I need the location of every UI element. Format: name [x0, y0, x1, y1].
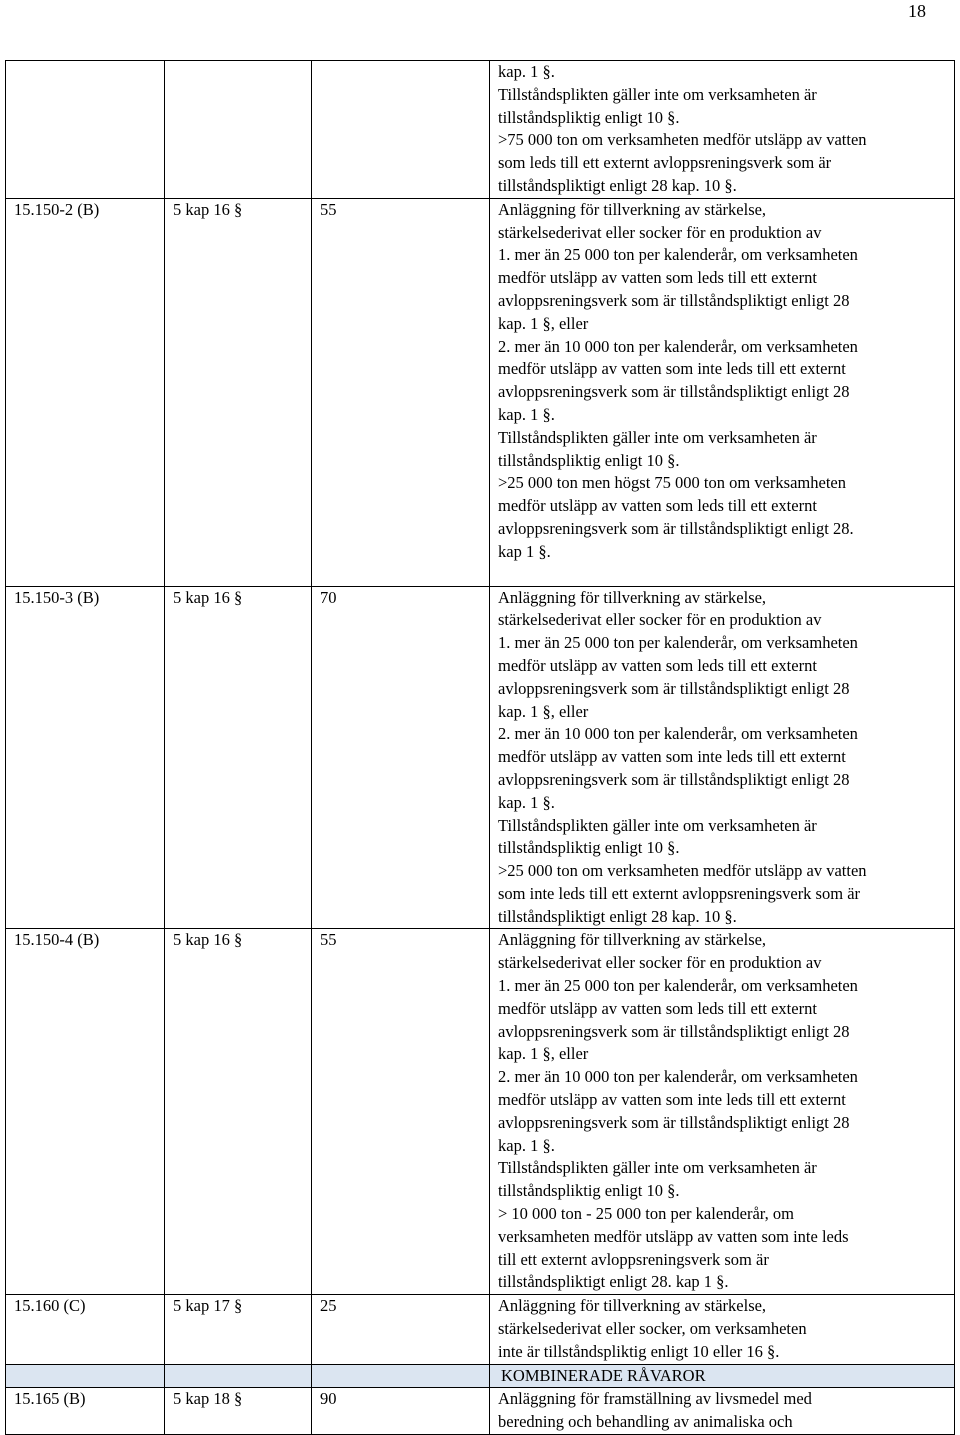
description-line: kap. 1 §.: [498, 792, 555, 812]
description-line: medför utsläpp av vatten som leds till ett externt: [498, 268, 817, 288]
description-line: kap. 1 §, eller: [498, 313, 589, 333]
description-line: kap. 1 §.: [498, 404, 555, 424]
description-line: medför utsläpp av vatten som leds till ett externt: [498, 655, 817, 675]
description-line: tillståndspliktig enligt 10 §.: [498, 1181, 680, 1201]
table-row: [6, 198, 955, 586]
activity-code: 15.165 (B): [6, 1388, 165, 1435]
description-line: >25 000 ton men högst 75 000 ton om verksamheten: [498, 473, 846, 493]
activity-description: [490, 586, 955, 929]
activity-code: [6, 61, 165, 199]
description-line: kap. 1 §.: [498, 62, 555, 81]
activity-description: [490, 198, 955, 586]
test-points: 55: [312, 198, 490, 586]
description-line: kap. 1 §.: [498, 1135, 555, 1155]
page-number: 18: [908, 1, 926, 21]
legal-reference: [165, 61, 312, 199]
legal-reference: 5 kap 17 §: [165, 1295, 312, 1364]
heading-empty-cell: [6, 1364, 165, 1388]
test-points: 55: [312, 929, 490, 1295]
activity-description: [490, 1295, 955, 1364]
description-line: avloppsreningsverk som är tillståndspliktigt enligt 28.: [498, 518, 854, 538]
legal-reference: 5 kap 16 §: [165, 586, 312, 929]
description-line: 2. mer än 10 000 ton per kalenderår, om verksamheten: [498, 336, 858, 356]
description-line: avloppsreningsverk som är tillståndspliktigt enligt 28: [498, 1112, 850, 1132]
description-line: 2. mer än 10 000 ton per kalenderår, om verksamheten: [498, 724, 858, 744]
description-line: kap. 1 §, eller: [498, 701, 589, 721]
description-line: 1. mer än 25 000 ton per kalenderår, om verksamheten: [498, 976, 858, 996]
description-line: medför utsläpp av vatten som leds till ett externt: [498, 998, 817, 1018]
description-line: Anläggning för tillverkning av stärkelse,: [498, 199, 767, 219]
description-line: avloppsreningsverk som är tillståndspliktigt enligt 28: [498, 290, 850, 310]
description-line: stärkelsederivat eller socker för en produktion av: [498, 953, 822, 973]
description-line: till ett externt avloppsreningsverk som är: [498, 1249, 769, 1269]
description-line: stärkelsederivat eller socker, om verksamheten: [498, 1319, 807, 1339]
description-line: som leds till ett externt avloppsreningsverk som är: [498, 153, 832, 173]
description-line: Anläggning för tillverkning av stärkelse,: [498, 1296, 767, 1316]
activity-description: [490, 61, 955, 199]
description-line: Anläggning för framställning av livsmedel med: [498, 1389, 812, 1409]
description-line: 1. mer än 25 000 ton per kalenderår, om verksamheten: [498, 633, 858, 653]
test-points: 25: [312, 1295, 490, 1364]
description-line: tillståndspliktig enligt 10 §.: [498, 838, 680, 858]
description-line: medför utsläpp av vatten som leds till ett externt: [498, 496, 817, 516]
description-line: 2. mer än 10 000 ton per kalenderår, om verksamheten: [498, 1067, 858, 1087]
description-line: avloppsreningsverk som är tillståndspliktigt enligt 28: [498, 382, 850, 402]
activity-code: 15.150-4 (B): [6, 929, 165, 1295]
description-line: stärkelsederivat eller socker för en produktion av: [498, 610, 822, 630]
description-line: > 10 000 ton - 25 000 ton per kalenderår, om: [498, 1204, 794, 1224]
description-line: >25 000 ton om verksamheten medför utsläpp av vatten: [498, 861, 867, 881]
description-line: Tillståndsplikten gäller inte om verksamheten är: [498, 84, 817, 104]
regulation-table: [5, 60, 955, 1435]
activity-code: 15.150-2 (B): [6, 198, 165, 586]
description-line: verksamheten medför utsläpp av vatten som inte leds: [498, 1226, 849, 1246]
regulation-table-body: [6, 61, 955, 1435]
description-line: Tillståndsplikten gäller inte om verksamheten är: [498, 815, 817, 835]
description-line: 1. mer än 25 000 ton per kalenderår, om verksamheten: [498, 245, 858, 265]
test-points: 70: [312, 586, 490, 929]
table-row: [6, 1388, 955, 1435]
heading-empty-cell: [312, 1364, 490, 1388]
activity-code: 15.150-3 (B): [6, 586, 165, 929]
description-line: tillståndspliktigt enligt 28 kap. 10 §.: [498, 175, 737, 195]
description-line: avloppsreningsverk som är tillståndspliktigt enligt 28: [498, 769, 850, 789]
description-line: Tillståndsplikten gäller inte om verksamheten är: [498, 1158, 817, 1178]
description-line: Anläggning för tillverkning av stärkelse,: [498, 587, 767, 607]
description-line: avloppsreningsverk som är tillståndspliktigt enligt 28: [498, 1021, 850, 1041]
legal-reference: 5 kap 16 §: [165, 929, 312, 1295]
activity-code: 15.160 (C): [6, 1295, 165, 1364]
legal-reference: 5 kap 18 §: [165, 1388, 312, 1435]
table-row: [6, 61, 955, 199]
description-line: tillståndspliktig enligt 10 §.: [498, 450, 680, 470]
test-points: [312, 61, 490, 199]
table-row: [6, 929, 955, 1295]
section-heading: KOMBINERADE RÅVAROR: [490, 1364, 955, 1388]
description-line: tillståndspliktigt enligt 28 kap. 10 §.: [498, 906, 737, 926]
legal-reference: 5 kap 16 §: [165, 198, 312, 586]
description-line: medför utsläpp av vatten som inte leds till ett externt: [498, 359, 846, 379]
description-line: medför utsläpp av vatten som inte leds till ett externt: [498, 1090, 846, 1110]
description-line: kap 1 §.: [498, 541, 551, 561]
description-line: som inte leds till ett externt avloppsreningsverk som är: [498, 883, 861, 903]
cell-spacer: [498, 564, 954, 586]
description-line: inte är tillståndspliktig enligt 10 eller 16 §.: [498, 1341, 780, 1361]
description-line: tillståndspliktig enligt 10 §.: [498, 107, 680, 127]
description-line: avloppsreningsverk som är tillståndspliktigt enligt 28: [498, 678, 850, 698]
test-points: 90: [312, 1388, 490, 1435]
activity-description: [490, 929, 955, 1295]
description-line: kap. 1 §, eller: [498, 1044, 589, 1064]
description-line: stärkelsederivat eller socker för en produktion av: [498, 222, 822, 242]
activity-description: [490, 1388, 955, 1435]
description-line: >75 000 ton om verksamheten medför utsläpp av vatten: [498, 130, 867, 150]
heading-empty-cell: [165, 1364, 312, 1388]
section-heading-row: [6, 1364, 955, 1388]
table-row: [6, 586, 955, 929]
table-row: [6, 1295, 955, 1364]
description-line: beredning och behandling av animaliska och: [498, 1412, 793, 1432]
description-line: Anläggning för tillverkning av stärkelse,: [498, 930, 767, 950]
description-line: medför utsläpp av vatten som inte leds till ett externt: [498, 747, 846, 767]
description-line: tillståndspliktigt enligt 28. kap 1 §.: [498, 1272, 729, 1292]
description-line: Tillståndsplikten gäller inte om verksamheten är: [498, 427, 817, 447]
